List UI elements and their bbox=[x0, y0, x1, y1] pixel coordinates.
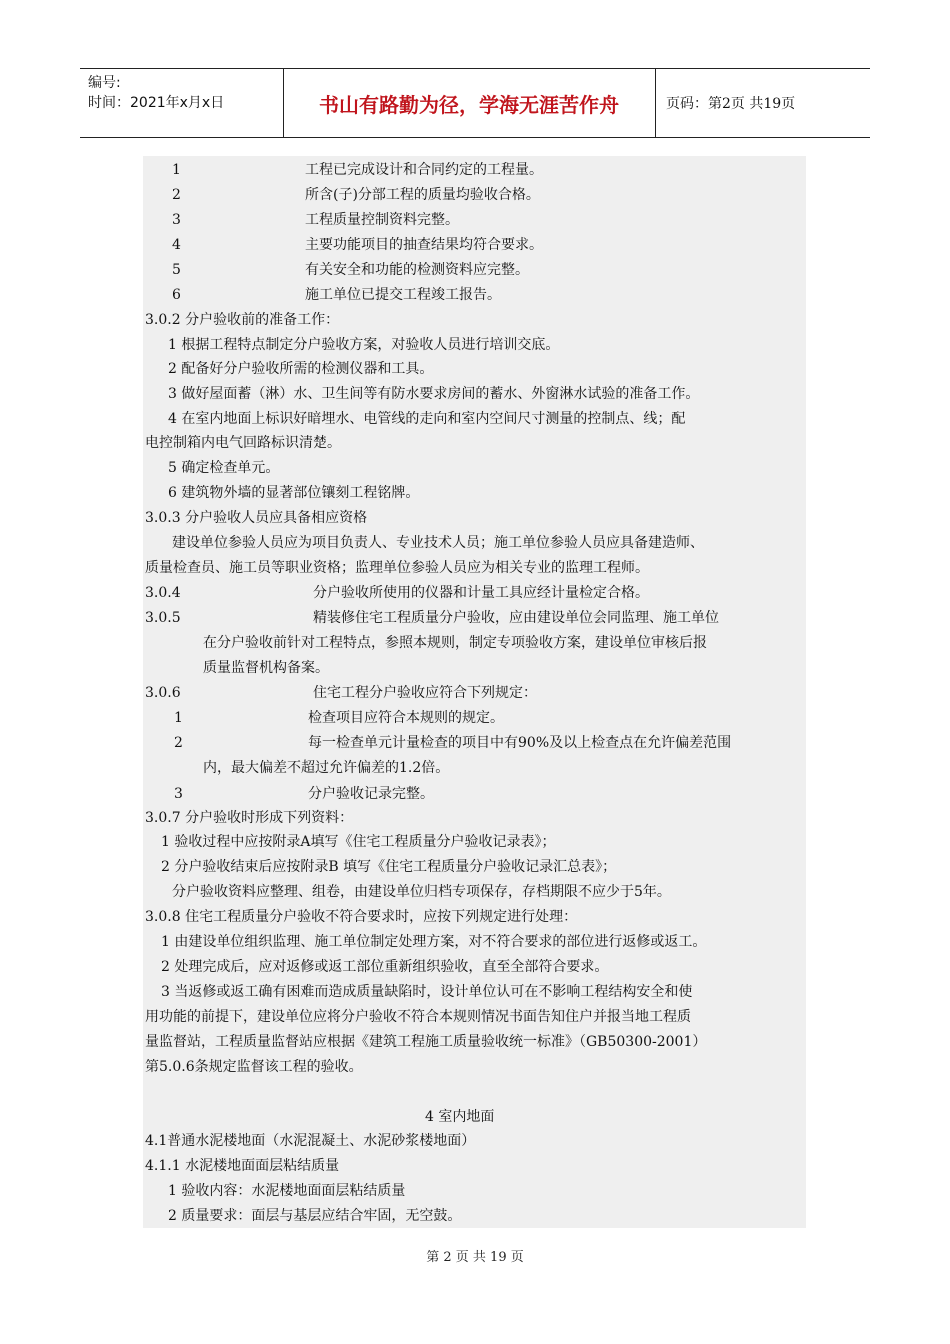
text-line-v1: 1 验收内容：水泥楼地面面层粘结质量 bbox=[168, 1183, 406, 1199]
text-line-s305c: 在分户验收前针对工程特点，参照本规则，制定专项验收方案，建设单位审核后报 bbox=[203, 635, 707, 651]
text-line-l4a: 4 bbox=[172, 237, 181, 253]
text-line-l6a: 6 bbox=[172, 287, 181, 303]
text-line-u5: 量监督站，工程质量监督站应根据《建筑工程施工质量验收统一标准》（GB50300-2001） bbox=[145, 1034, 707, 1050]
text-line-t1: 1 验收过程中应按附录A填写《住宅工程质量分户验收记录表》； bbox=[161, 834, 556, 850]
text-line-t3: 分户验收资料应整理、组卷，由建设单位归档专项保存，存档期限不应少于5年。 bbox=[172, 884, 671, 900]
text-line-p1: 1 根据工程特点制定分户验收方案，对验收人员进行培训交底。 bbox=[168, 337, 560, 353]
text-line-ch4: 4 室内地面 bbox=[425, 1109, 495, 1125]
text-line-l1b: 工程已完成设计和合同约定的工程量。 bbox=[305, 162, 543, 178]
text-line-s306a: 3.0.6 bbox=[145, 685, 181, 701]
text-line-s305d: 质量监督机构备案。 bbox=[203, 660, 329, 676]
text-line-t2: 2 分户验收结束后应按附录B 填写《住宅工程质量分户验收记录汇总表》； bbox=[161, 859, 617, 875]
page-footer: 第 2 页 共 19 页 bbox=[426, 1250, 524, 1265]
text-line-r1a: 1 bbox=[174, 710, 183, 726]
text-line-l2b: 所含(子)分部工程的质量均验收合格。 bbox=[305, 187, 540, 203]
text-line-r1b: 检查项目应符合本规则的规定。 bbox=[308, 710, 504, 726]
text-line-l1a: 1 bbox=[172, 162, 181, 178]
text-line-s308: 3.0.8 住宅工程质量分户验收不符合要求时，应按下列规定进行处理： bbox=[145, 909, 578, 925]
text-line-v2: 2 质量要求：面层与基层应结合牢固，无空鼓。 bbox=[168, 1208, 462, 1224]
text-line-s305a: 3.0.5 bbox=[145, 610, 181, 626]
text-line-q2: 质量检查员、施工员等职业资格；监理单位参验人员应为相关专业的监理工程师。 bbox=[145, 560, 649, 576]
text-line-p4b: 电控制箱内电气回路标识清楚。 bbox=[145, 435, 341, 451]
text-line-l4b: 主要功能项目的抽查结果均符合要求。 bbox=[305, 237, 543, 253]
text-line-s307: 3.0.7 分户验收时形成下列资料： bbox=[145, 810, 354, 826]
text-line-p6: 6 建筑物外墙的显著部位镶刻工程铭牌。 bbox=[168, 485, 420, 501]
text-line-s303: 3.0.3 分户验收人员应具备相应资格 bbox=[145, 510, 368, 526]
text-line-p4: 4 在室内地面上标识好暗埋水、电管线的走向和室内空间尺寸测量的控制点、线；配 bbox=[168, 411, 686, 427]
header-motto: 书山有路勤为径，学海无涯苦作舟 bbox=[319, 92, 619, 117]
text-line-r3b: 分户验收记录完整。 bbox=[308, 786, 434, 802]
text-line-p2: 2 配备好分户验收所需的检测仪器和工具。 bbox=[168, 361, 434, 377]
text-line-u4: 用功能的前提下，建设单位应将分户验收不符合本规则情况书面告知住户并报当地工程质 bbox=[145, 1009, 691, 1025]
date-label: 时间：2021年x月x日 bbox=[88, 95, 225, 111]
header-meta bbox=[88, 73, 224, 113]
text-line-s304a: 3.0.4 bbox=[145, 585, 181, 601]
page-header bbox=[80, 68, 870, 138]
text-line-r2b: 每一检查单元计量检查的项目中有90%及以上检查点在允许偏差范围 bbox=[308, 735, 732, 751]
text-line-s411: 4.1.1 水泥楼地面面层粘结质量 bbox=[145, 1158, 340, 1174]
text-line-r2c: 内，最大偏差不超过允许偏差的1.2倍。 bbox=[203, 760, 450, 776]
text-line-u3: 3 当返修或返工确有困难而造成质量缺陷时，设计单位认可在不影响工程结构安全和使 bbox=[161, 984, 693, 1000]
text-line-u2: 2 处理完成后，应对返修或返工部位重新组织验收，直至全部符合要求。 bbox=[161, 959, 609, 975]
text-line-s306b: 住宅工程分户验收应符合下列规定： bbox=[313, 685, 537, 701]
text-line-l5b: 有关安全和功能的检测资料应完整。 bbox=[305, 262, 529, 278]
text-line-l6b: 施工单位已提交工程竣工报告。 bbox=[305, 287, 501, 303]
text-line-s304b: 分户验收所使用的仪器和计量工具应经计量检定合格。 bbox=[313, 585, 649, 601]
text-line-u6: 第5.0.6条规定监督该工程的验收。 bbox=[145, 1059, 363, 1075]
header-divider bbox=[655, 69, 656, 137]
text-line-s305b: 精装修住宅工程质量分户验收，应由建设单位会同监理、施工单位 bbox=[313, 610, 719, 626]
text-line-l3a: 3 bbox=[172, 212, 181, 228]
text-line-r2a: 2 bbox=[174, 735, 183, 751]
text-line-p3: 3 做好屋面蓄（淋）水、卫生间等有防水要求房间的蓄水、外窗淋水试验的准备工作。 bbox=[168, 386, 700, 402]
text-line-r3a: 3 bbox=[174, 786, 183, 802]
header-page-info: 页码：第2页 共19页 bbox=[666, 96, 796, 112]
text-line-u1: 1 由建设单位组织监理、施工单位制定处理方案，对不符合要求的部位进行返修或返工。 bbox=[161, 934, 707, 950]
text-line-l3b: 工程质量控制资料完整。 bbox=[305, 212, 459, 228]
text-line-s41: 4.1普通水泥楼地面（水泥混凝土、水泥砂浆楼地面） bbox=[145, 1133, 476, 1149]
text-line-p5: 5 确定检查单元。 bbox=[168, 460, 280, 476]
text-line-l2a: 2 bbox=[172, 187, 181, 203]
text-line-l5a: 5 bbox=[172, 262, 181, 278]
number-label: 编号: bbox=[88, 75, 121, 91]
text-line-s302: 3.0.2 分户验收前的准备工作： bbox=[145, 312, 340, 328]
text-line-q1: 建设单位参验人员应为项目负责人、专业技术人员；施工单位参验人员应具备建造师、 bbox=[172, 535, 704, 551]
